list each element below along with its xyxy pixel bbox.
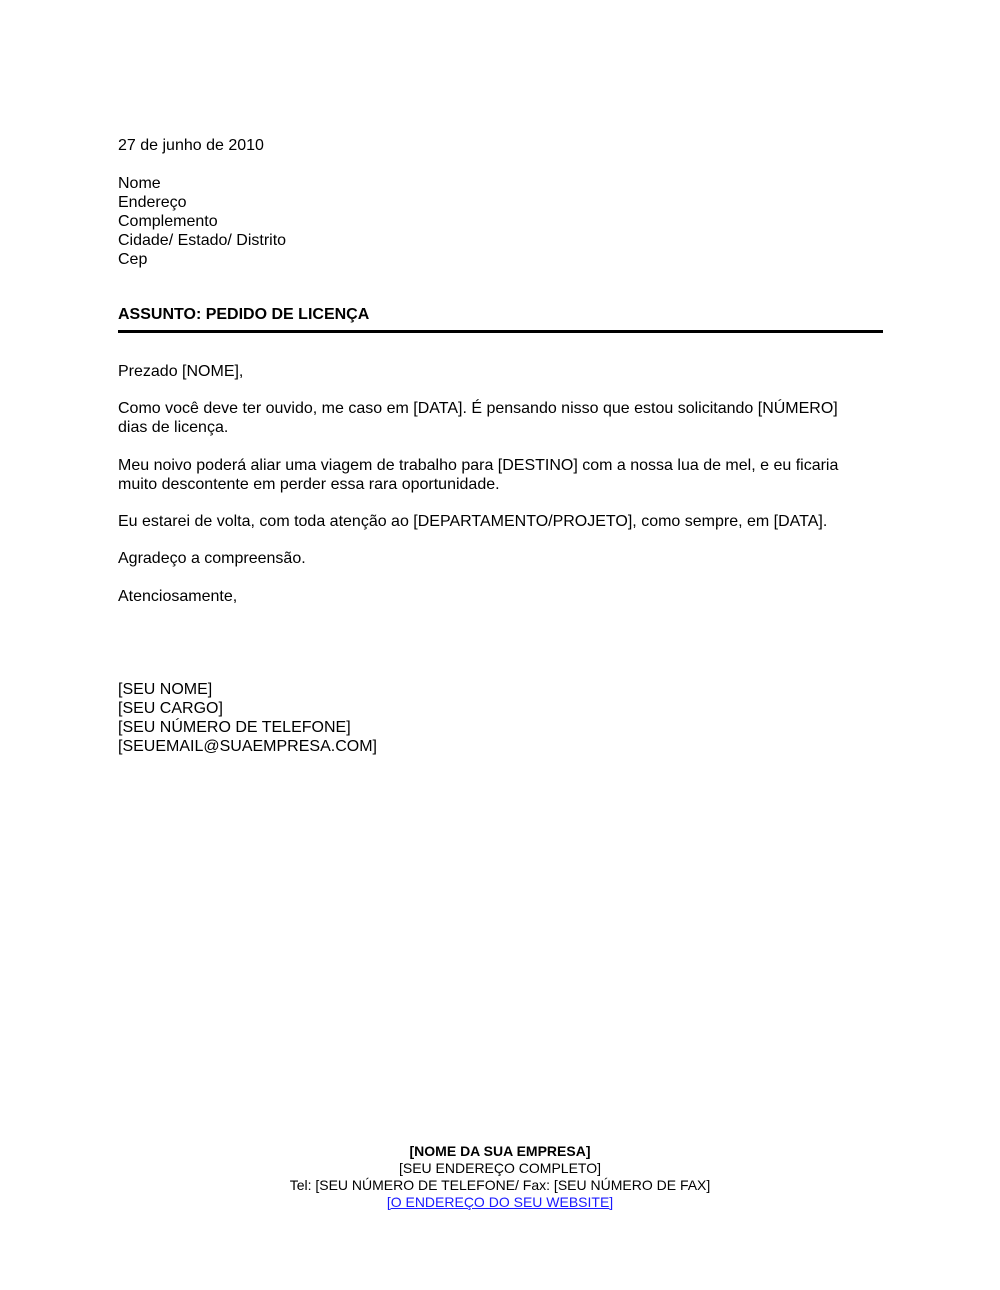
footer-contact: Tel: [SEU NÚMERO DE TELEFONE/ Fax: [SEU NÚMERO DE FAX] xyxy=(289,1177,711,1193)
recipient-name: Nome xyxy=(118,175,161,192)
paragraph-2-line-2: muito descontente em perder essa rara oportunidade. xyxy=(118,476,500,493)
signature-name: [SEU NOME] xyxy=(118,681,213,698)
footer-company-name: [NOME DA SUA EMPRESA] xyxy=(409,1143,591,1159)
recipient-city-state-district: Cidade/ Estado/ Distrito xyxy=(118,232,287,249)
paragraph-1-line-1: Como você deve ter ouvido, me caso em [DATA]. É pensando nisso que estou solicitando [NÚMERO] xyxy=(118,400,838,417)
footer-address: [SEU ENDEREÇO COMPLETO] xyxy=(398,1160,601,1176)
signature-title: [SEU CARGO] xyxy=(118,700,223,717)
thanks-line: Agradeço a compreensão. xyxy=(118,550,306,567)
letter-date: 27 de junho de 2010 xyxy=(118,137,264,154)
subject-divider xyxy=(118,330,883,333)
paragraph-1-line-2: dias de licença. xyxy=(118,419,229,436)
paragraph-3: Eu estarei de volta, com toda atenção ao [DEPARTAMENTO/PROJETO], como sempre, em [DATA]. xyxy=(118,513,828,530)
recipient-zip: Cep xyxy=(118,251,148,268)
salutation: Prezado [NOME], xyxy=(118,363,244,380)
closing: Atenciosamente, xyxy=(118,588,238,605)
footer-website-row xyxy=(0,1194,1000,1211)
recipient-address: Endereço xyxy=(118,194,187,211)
paragraph-2-line-1: Meu noivo poderá aliar uma viagem de trabalho para [DESTINO] com a nossa lua de mel, e eu ficaria xyxy=(118,457,839,474)
recipient-complement: Complemento xyxy=(118,213,218,230)
signature-email: [SEUEMAIL@SUAEMPRESA.COM] xyxy=(118,738,377,755)
footer-website-link[interactable]: [O ENDEREÇO DO SEU WEBSITE] xyxy=(386,1194,614,1210)
signature-phone: [SEU NÚMERO DE TELEFONE] xyxy=(118,719,351,736)
letter-subject: ASSUNTO: PEDIDO DE LICENÇA xyxy=(118,306,370,323)
